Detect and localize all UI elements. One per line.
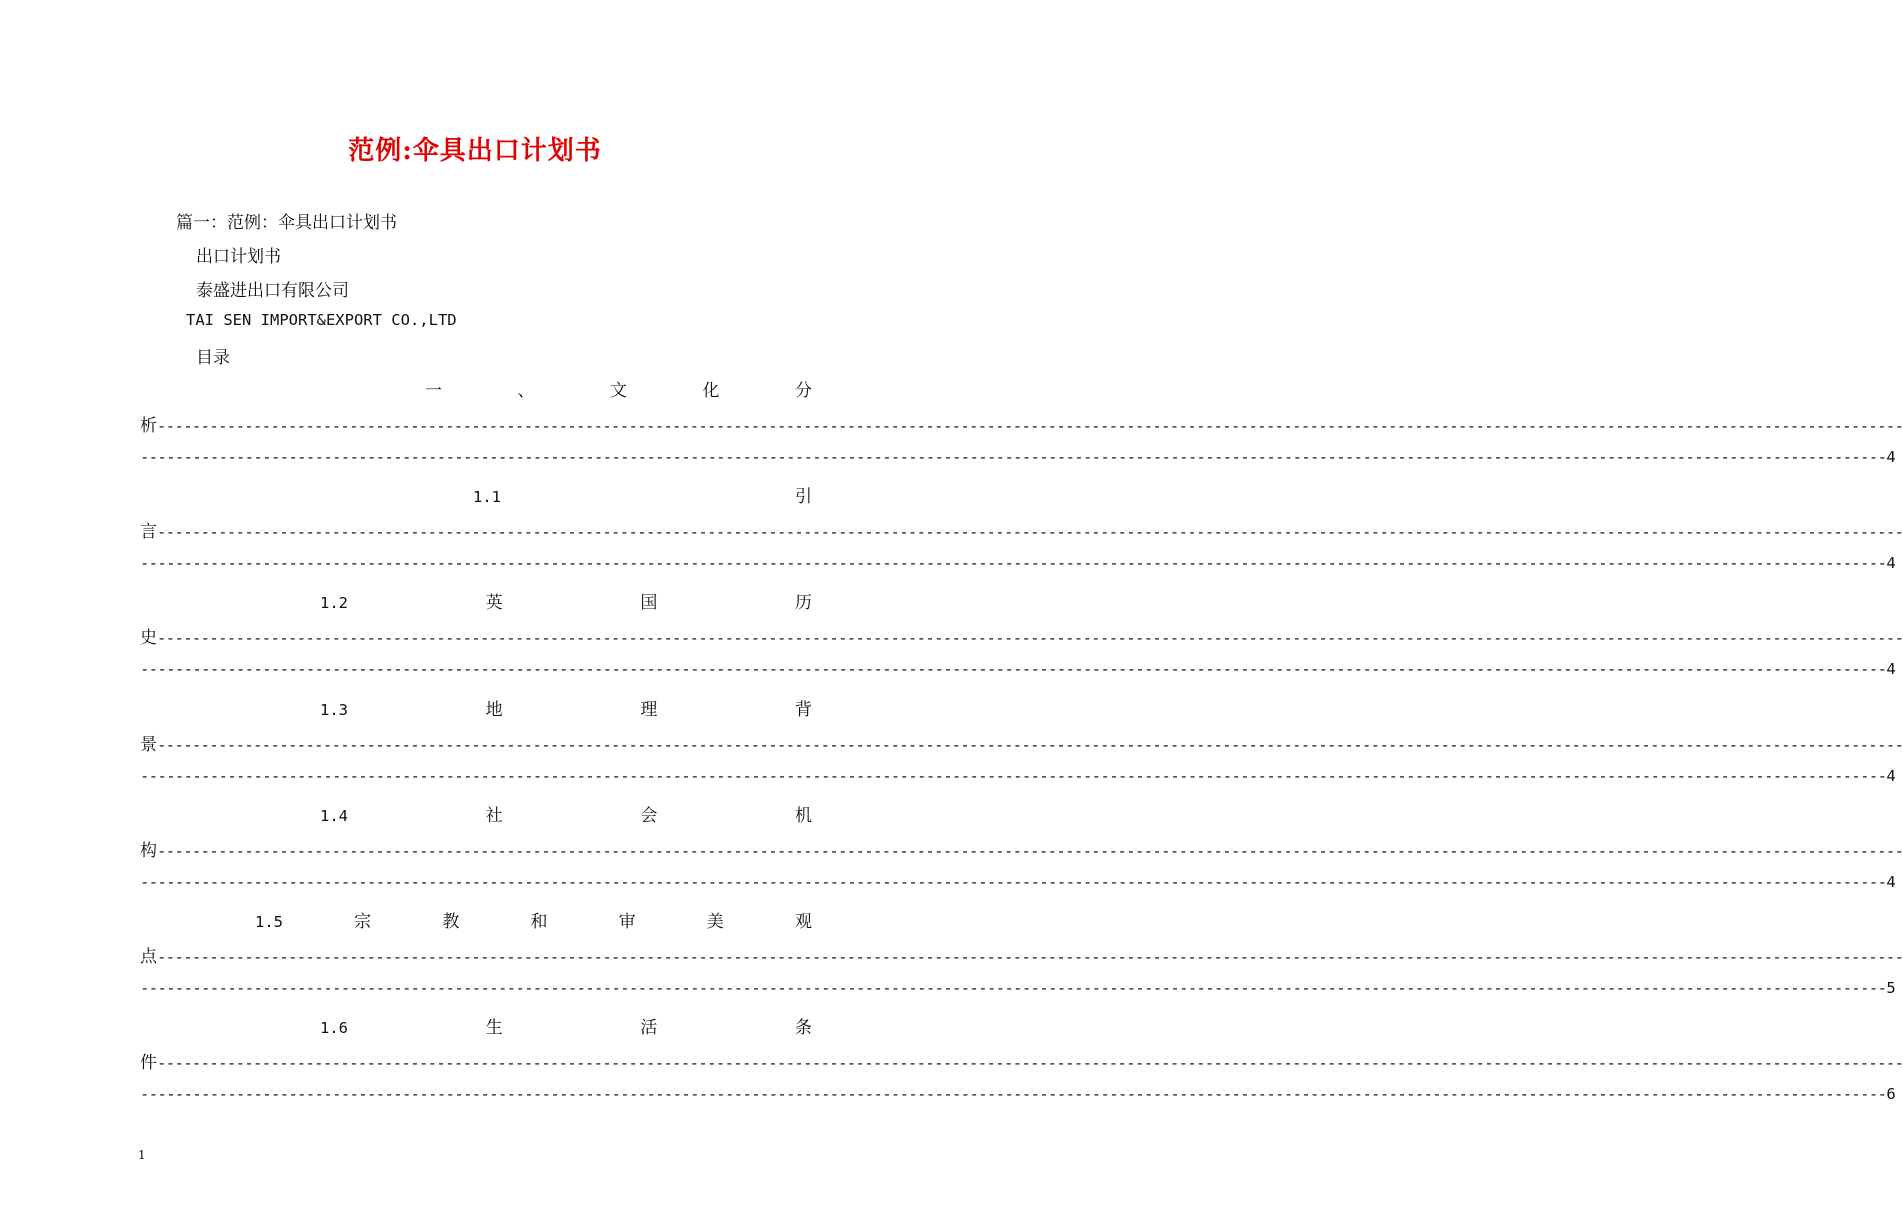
toc-heading-part: 、 [517, 381, 535, 401]
toc-page-number: 4 [1886, 660, 1896, 678]
toc-heading-part: 引 [795, 487, 812, 507]
intro-line-4: TAI SEN IMPORT&EXPORT CO.,LTD [186, 311, 457, 329]
toc-heading-part: 观 [794, 912, 812, 932]
toc-entry-heading [320, 801, 812, 831]
toc-page-number: 4 [1886, 767, 1896, 785]
toc-heading-part: 活 [640, 1018, 658, 1038]
toc-entry-page-line [140, 1085, 1896, 1113]
toc-entry-leader-line [140, 836, 1903, 864]
toc-heading-part: 国 [640, 593, 658, 613]
toc-page-number: 4 [1886, 873, 1896, 891]
toc-entry-page-line [140, 660, 1896, 688]
toc-heading-part: 1.2 [320, 594, 348, 612]
toc-entry-leader-line [140, 730, 1903, 758]
toc-dot-leader: -------------------------------------------------------------------------------------------------------------------------------------------------------------------------------------------------------- [157, 948, 1903, 966]
toc-entry-leader-line [140, 411, 1903, 439]
toc-page-number: 4 [1886, 554, 1896, 572]
toc-dot-leader: -------------------------------------------------------------------------------------------------------------------------------------------------------------------------------------------------------- [140, 873, 1887, 891]
toc-page-number: 4 [1886, 448, 1896, 466]
toc-entry-heading [255, 907, 812, 937]
toc-page-number: 5 [1886, 979, 1896, 997]
toc-dot-leader: -------------------------------------------------------------------------------------------------------------------------------------------------------------------------------------------------------- [157, 417, 1903, 435]
toc-entry-page-line [140, 767, 1896, 795]
toc-heading-last-char: 点 [140, 947, 157, 967]
toc-entry-heading [473, 482, 812, 512]
toc-entry-leader-line [140, 517, 1903, 545]
toc-heading-part: 社 [485, 806, 503, 826]
intro-line-3: 泰盛进出口有限公司 [196, 281, 349, 301]
toc-heading-part: 文 [610, 381, 627, 401]
toc-dot-leader: -------------------------------------------------------------------------------------------------------------------------------------------------------------------------------------------------------- [140, 554, 1887, 572]
toc-dot-leader: -------------------------------------------------------------------------------------------------------------------------------------------------------------------------------------------------------- [157, 523, 1903, 541]
toc-heading-last-char: 析 [140, 416, 157, 436]
toc-heading-last-char: 言 [140, 522, 157, 542]
document-title: 范例:伞具出口计划书 [348, 136, 602, 166]
toc-entry-heading [320, 1013, 812, 1043]
toc-heading-part: 美 [706, 912, 724, 932]
toc-heading-last-char: 史 [140, 628, 157, 648]
toc-heading-part: 会 [640, 806, 658, 826]
toc-heading-part: 1.5 [255, 913, 283, 931]
toc-dot-leader: -------------------------------------------------------------------------------------------------------------------------------------------------------------------------------------------------------- [157, 629, 1903, 647]
toc-heading-part: 审 [618, 912, 636, 932]
toc-dot-leader: -------------------------------------------------------------------------------------------------------------------------------------------------------------------------------------------------------- [157, 842, 1903, 860]
toc-page-number: 6 [1886, 1085, 1896, 1103]
page-number: 1 [138, 1148, 146, 1162]
toc-heading-part: 化 [702, 381, 720, 401]
toc-dot-leader: -------------------------------------------------------------------------------------------------------------------------------------------------------------------------------------------------------- [157, 736, 1903, 754]
toc-heading-part: 分 [795, 381, 812, 401]
toc-heading-part: 1.1 [473, 488, 501, 506]
toc-dot-leader: -------------------------------------------------------------------------------------------------------------------------------------------------------------------------------------------------------- [140, 767, 1887, 785]
toc-heading-part: 教 [442, 912, 460, 932]
toc-dot-leader: -------------------------------------------------------------------------------------------------------------------------------------------------------------------------------------------------------- [140, 979, 1887, 997]
toc-heading-part: 历 [794, 593, 812, 613]
toc-heading-part: 英 [485, 593, 503, 613]
toc-heading-part: 宗 [354, 912, 372, 932]
toc-heading-last-char: 景 [140, 735, 157, 755]
toc-heading-part: 1.4 [320, 807, 348, 825]
toc-entry-leader-line [140, 1048, 1903, 1076]
toc-dot-leader: -------------------------------------------------------------------------------------------------------------------------------------------------------------------------------------------------------- [140, 660, 1887, 678]
toc-entry-page-line [140, 873, 1896, 901]
toc-heading-last-char: 件 [140, 1053, 157, 1073]
toc-entry-heading [320, 695, 812, 725]
toc-heading-part: 一 [425, 381, 442, 401]
toc-heading-part: 地 [485, 700, 503, 720]
toc-heading-part: 机 [794, 806, 812, 826]
toc-entry-heading [425, 376, 812, 406]
toc-heading-last-char: 构 [140, 841, 157, 861]
toc-heading-part: 条 [794, 1018, 812, 1038]
toc-heading: 目录 [196, 348, 230, 368]
toc-entry-leader-line [140, 623, 1903, 651]
toc-entry-page-line [140, 554, 1896, 582]
intro-line-1: 篇一：范例：伞具出口计划书 [176, 213, 397, 233]
toc-heading-part: 1.3 [320, 701, 348, 719]
toc-heading-part: 背 [794, 700, 812, 720]
toc-entry-leader-line [140, 942, 1903, 970]
toc-dot-leader: -------------------------------------------------------------------------------------------------------------------------------------------------------------------------------------------------------- [140, 448, 1887, 466]
toc-entry-heading [320, 588, 812, 618]
toc-dot-leader: -------------------------------------------------------------------------------------------------------------------------------------------------------------------------------------------------------- [157, 1054, 1903, 1072]
toc-heading-part: 和 [530, 912, 548, 932]
toc-heading-part: 生 [485, 1018, 503, 1038]
toc-heading-part: 理 [640, 700, 658, 720]
toc-entry-page-line [140, 979, 1896, 1007]
toc-heading-part: 1.6 [320, 1019, 348, 1037]
intro-line-2: 出口计划书 [196, 247, 281, 267]
toc-dot-leader: -------------------------------------------------------------------------------------------------------------------------------------------------------------------------------------------------------- [140, 1085, 1887, 1103]
toc-entry-page-line [140, 448, 1896, 476]
